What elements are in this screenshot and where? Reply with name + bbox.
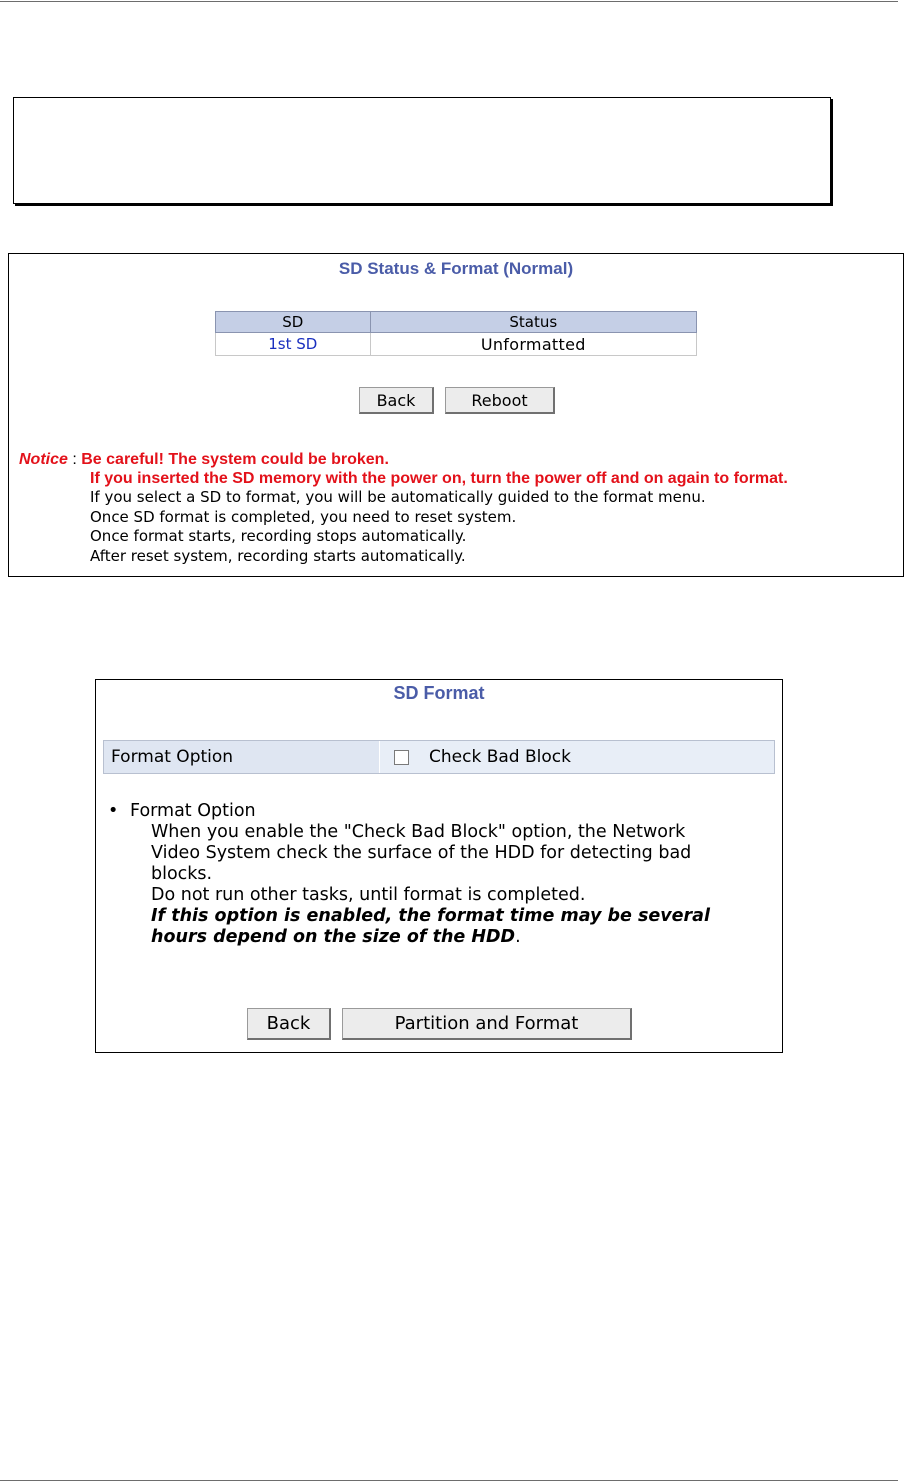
description-line-1: When you enable the "Check Bad Block" option, the Network (151, 822, 686, 842)
format-option-value (380, 741, 774, 773)
sd-status-table (215, 311, 697, 356)
page-bottom-rule (0, 1480, 898, 1481)
format-back-button[interactable]: Back (247, 1008, 331, 1040)
check-bad-block-checkbox[interactable] (394, 750, 409, 765)
description-line-3: blocks. (151, 864, 213, 884)
format-option-label: Format Option (104, 741, 380, 773)
description-heading: Format Option (130, 801, 256, 821)
column-header-status: Status (370, 312, 696, 333)
back-button[interactable]: Back (359, 387, 434, 414)
sd-status-panel (8, 253, 904, 577)
notice-line-1 (19, 450, 903, 469)
description-line-6 (108, 927, 768, 948)
column-header-sd: SD (216, 312, 371, 333)
description-line-2: Video System check the surface of the HDD for detecting bad (151, 843, 692, 863)
notice-warning-2: If you inserted the SD memory with the power on, turn the power off and on again to format. (90, 470, 788, 487)
description-line-4: Do not run other tasks, until format is completed. (151, 885, 586, 905)
partition-and-format-button[interactable]: Partition and Format (342, 1008, 632, 1040)
sd-status-title: SD Status & Format (Normal) (338, 259, 574, 278)
format-option-row (103, 740, 775, 774)
sd-name-link[interactable]: 1st SD (216, 333, 371, 356)
format-option-description (108, 801, 768, 948)
check-bad-block-label[interactable]: Check Bad Block (429, 747, 571, 767)
description-heading-line (108, 801, 768, 822)
reboot-button[interactable]: Reboot (445, 387, 555, 414)
description-line-6-bold: hours depend on the size of the HDD (151, 927, 516, 947)
notice-warning-1: Be careful! The system could be broken. (81, 451, 389, 468)
notice-text-3: Once format starts, recording stops automatically. (90, 527, 467, 545)
empty-frame-box (13, 97, 831, 204)
notice-text-1: If you select a SD to format, you will be automatically guided to the format menu. (90, 488, 706, 506)
notice-text-4: After reset system, recording starts automatically. (90, 546, 466, 565)
table-header-row (216, 312, 697, 333)
bullet-icon: • (108, 801, 119, 821)
notice-separator: : (67, 451, 82, 468)
description-line-5: If this option is enabled, the format time may be several (151, 906, 710, 926)
notice-label: Notice (19, 451, 68, 468)
sd-format-panel (95, 679, 783, 1053)
description-line-6-end: . (515, 927, 521, 947)
notice-text-2: Once SD format is completed, you need to reset system. (90, 507, 517, 526)
table-row[interactable] (216, 333, 697, 356)
sd-format-title: SD Format (393, 683, 485, 703)
notice-block (19, 450, 903, 566)
page-top-rule (0, 1, 898, 2)
sd-status-value: Unformatted (370, 333, 696, 356)
